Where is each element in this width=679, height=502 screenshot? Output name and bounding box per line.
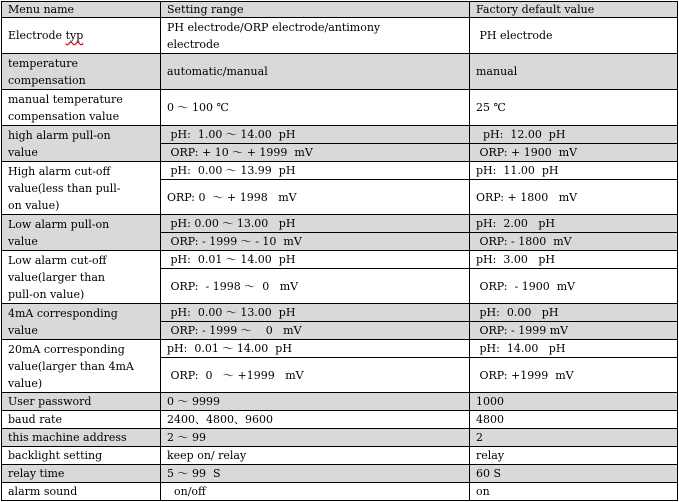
factory-default-ph-cell: pH: 12.00 pH xyxy=(470,126,678,144)
setting-range-cell: automatic/manual xyxy=(161,54,470,90)
factory-default-cell: on xyxy=(470,483,678,501)
setting-range-orp-cell: ORP: - 1998 ～ 0 mV xyxy=(161,269,470,304)
factory-default-ph-cell: pH: 14.00 pH xyxy=(470,340,678,358)
setting-range-cell: 5 ～ 99 S xyxy=(161,465,470,483)
factory-default-cell: PH electrode xyxy=(470,18,678,54)
factory-default-orp-cell: ORP: - 1900 mV xyxy=(470,269,678,304)
setting-range-orp-cell: ORP: 0 ～ + 1998 mV xyxy=(161,180,470,215)
factory-default-cell: 25 ℃ xyxy=(470,90,678,126)
factory-default-orp-cell: ORP: +1999 mV xyxy=(470,358,678,393)
table-row xyxy=(2,90,678,126)
menu-name-cell: Low alarm cut-off value(larger than pull-on value) xyxy=(2,251,161,304)
table-row xyxy=(2,340,678,358)
setting-range-ph-cell: pH: 1.00 ～ 14.00 pH xyxy=(161,126,470,144)
menu-name-cell: relay time xyxy=(2,465,161,483)
factory-default-orp-cell: ORP: + 1900 mV xyxy=(470,144,678,162)
menu-name-cell: baud rate xyxy=(2,411,161,429)
menu-name-cell: High alarm cut-off value(less than pull- on value) xyxy=(2,162,161,215)
table-row xyxy=(2,162,678,180)
setting-range-cell: keep on/ relay xyxy=(161,447,470,465)
setting-range-orp-cell: ORP: - 1999 ～ - 10 mV xyxy=(161,233,470,251)
table-row xyxy=(2,483,678,501)
header-menu-name: Menu name xyxy=(2,2,161,18)
menu-name-cell: 20mA corresponding value(larger than 4mA value) xyxy=(2,340,161,393)
header-setting-range: Setting range xyxy=(161,2,470,18)
menu-name-cell: Low alarm pull-on value xyxy=(2,215,161,251)
setting-range-cell: 0 ～ 100 ℃ xyxy=(161,90,470,126)
setting-range-cell: 0 ～ 9999 xyxy=(161,393,470,411)
menu-name-cell: User password xyxy=(2,393,161,411)
setting-range-cell: 2 ～ 99 xyxy=(161,429,470,447)
factory-default-cell: 1000 xyxy=(470,393,678,411)
menu-name-cell: 4mA corresponding value xyxy=(2,304,161,340)
menu-name-cell xyxy=(2,18,161,54)
setting-range-orp-cell: ORP: - 1999 ～ 0 mV xyxy=(161,322,470,340)
factory-default-cell: relay xyxy=(470,447,678,465)
header-factory-default: Factory default value xyxy=(470,2,678,18)
menu-name-cell: manual temperature compensation value xyxy=(2,90,161,126)
factory-default-orp-cell: ORP: - 1999 mV xyxy=(470,322,678,340)
electrode-name-typo: typ xyxy=(65,29,84,42)
setting-range-orp-cell: ORP: + 10 ～ + 1999 mV xyxy=(161,144,470,162)
table-row xyxy=(2,447,678,465)
table-row xyxy=(2,429,678,447)
factory-default-cell: 60 S xyxy=(470,465,678,483)
table-row xyxy=(2,54,678,90)
factory-default-ph-cell: pH: 3.00 pH xyxy=(470,251,678,269)
table-row xyxy=(2,411,678,429)
factory-default-cell: 2 xyxy=(470,429,678,447)
setting-range-ph-cell: pH: 0.00 ～ 13.00 pH xyxy=(161,215,470,233)
table-row xyxy=(2,215,678,233)
setting-range-cell: on/off xyxy=(161,483,470,501)
menu-name-cell: high alarm pull-on value xyxy=(2,126,161,162)
table-row xyxy=(2,251,678,269)
table-row xyxy=(2,18,678,54)
setting-range-ph-cell: pH: 0.01 ～ 14.00 pH xyxy=(161,251,470,269)
factory-default-orp-cell: ORP: - 1800 mV xyxy=(470,233,678,251)
factory-default-cell: manual xyxy=(470,54,678,90)
factory-default-orp-cell: ORP: + 1800 mV xyxy=(470,180,678,215)
setting-range-orp-cell: ORP: 0 ～ +1999 mV xyxy=(161,358,470,393)
menu-name-cell: backlight setting xyxy=(2,447,161,465)
setting-range-cell: 2400、4800、9600 xyxy=(161,411,470,429)
table-row xyxy=(2,304,678,322)
menu-name-cell: temperature compensation xyxy=(2,54,161,90)
table-row xyxy=(2,465,678,483)
factory-default-cell: 4800 xyxy=(470,411,678,429)
factory-default-ph-cell: pH: 2.00 pH xyxy=(470,215,678,233)
table-row xyxy=(2,393,678,411)
factory-default-ph-cell: pH: 11.00 pH xyxy=(470,162,678,180)
electrode-name-label: Electrode xyxy=(8,29,66,42)
table-row xyxy=(2,126,678,144)
menu-name-cell: alarm sound xyxy=(2,483,161,501)
header-row xyxy=(2,2,678,18)
setting-range-cell: PH electrode/ORP electrode/antimony electrode xyxy=(161,18,470,54)
setting-range-ph-cell: pH: 0.00 ～ 13.00 pH xyxy=(161,304,470,322)
setting-range-ph-cell: pH: 0.00 ～ 13.99 pH xyxy=(161,162,470,180)
settings-table xyxy=(1,1,678,501)
menu-name-cell: this machine address xyxy=(2,429,161,447)
factory-default-ph-cell: pH: 0.00 pH xyxy=(470,304,678,322)
setting-range-ph-cell: pH: 0.01 ～ 14.00 pH xyxy=(161,340,470,358)
